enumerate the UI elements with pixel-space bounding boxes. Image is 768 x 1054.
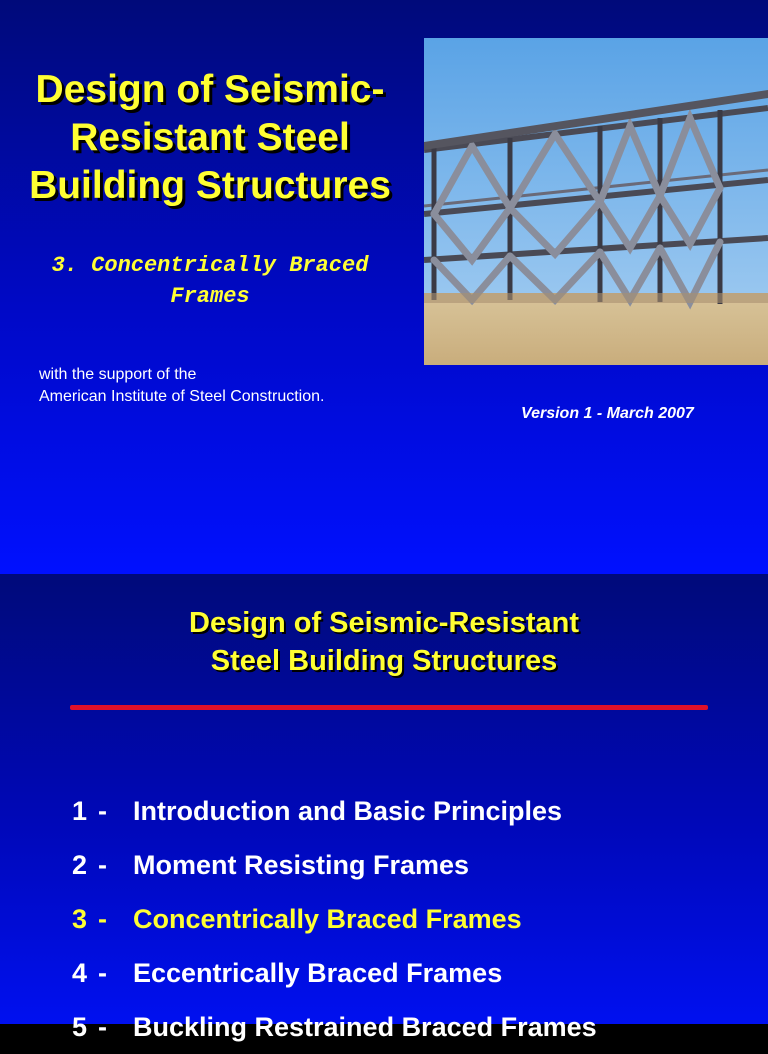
slide-title [0,66,420,210]
contents-title-line-1: Design of Seismic-Resistant [189,607,579,639]
toc-item-current [72,892,597,946]
toc-item [72,838,597,892]
toc-number: 2 [72,850,88,880]
toc-number: 5 [72,1012,88,1042]
slide-title-line-3: Building Structures [29,164,391,207]
toc-number: 3 [72,904,88,934]
toc-item [72,946,597,1000]
toc-dash: - [98,1012,107,1042]
slide-title-line-1: Design of Seismic- [35,68,385,111]
slide-subtitle [20,250,400,312]
toc-dash: - [98,850,107,880]
contents-title [0,604,768,680]
support-line-2: American Institute of Steel Construction. [39,388,325,405]
toc-dash: - [98,796,107,826]
toc-dash: - [98,958,107,988]
title-divider [70,705,708,710]
support-line-1: with the support of the [39,366,197,383]
support-note [39,364,324,408]
slide-subtitle-line-2: Frames [170,284,250,309]
toc-label: Eccentrically Braced Frames [133,958,503,988]
toc-label: Concentrically Braced Frames [133,904,522,934]
toc-item [72,784,597,838]
version-label: Version 1 - March 2007 [521,405,694,422]
toc-dash: - [98,904,107,934]
slide-title-line-2: Resistant Steel [70,116,350,159]
table-of-contents [72,784,597,1054]
toc-item [72,1000,597,1054]
toc-label: Moment Resisting Frames [133,850,470,880]
toc-number: 1 [72,796,88,826]
contents-title-line-2: Steel Building Structures [210,645,558,677]
toc-number: 4 [72,958,88,988]
slide-subtitle-line-1: 3. Concentrically Braced [51,253,369,278]
toc-label: Introduction and Basic Principles [133,796,563,826]
braced-frame-photo [424,38,768,365]
toc-label: Buckling Restrained Braced Frames [133,1012,597,1042]
